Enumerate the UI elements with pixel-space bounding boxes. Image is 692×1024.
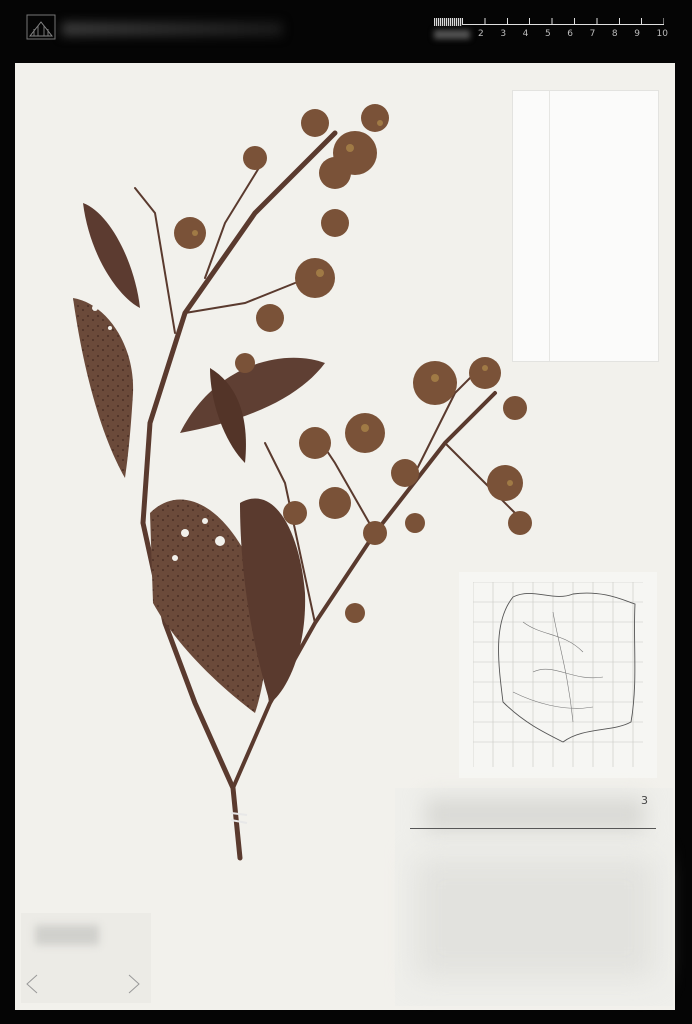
label-number: 3 bbox=[641, 794, 648, 807]
ruler-number: 4 bbox=[522, 29, 529, 39]
ruler-number: 10 bbox=[656, 29, 668, 39]
institution-logo-icon bbox=[26, 14, 56, 40]
scale-ruler bbox=[434, 14, 666, 44]
ruler-number: 9 bbox=[634, 29, 640, 39]
label-rule bbox=[410, 828, 656, 829]
herbarium-sheet bbox=[15, 63, 675, 1010]
envelope-fold bbox=[549, 91, 550, 361]
corner-marks bbox=[23, 971, 143, 997]
ruler-number: 3 bbox=[500, 29, 507, 39]
ruler-numbers bbox=[478, 29, 668, 39]
ruler-number: 5 bbox=[544, 29, 551, 39]
ruler-number: 2 bbox=[478, 29, 484, 39]
specimen-label bbox=[395, 788, 673, 1006]
distribution-map bbox=[473, 582, 643, 767]
blurred-header-text bbox=[62, 22, 282, 36]
distribution-map-card bbox=[459, 572, 657, 778]
ruler-number: 8 bbox=[611, 29, 618, 39]
barcode bbox=[35, 925, 99, 945]
ruler-ticks bbox=[462, 18, 664, 25]
blurred-label-details bbox=[415, 858, 655, 978]
blurred-label-text bbox=[425, 798, 645, 832]
ruler-number: 6 bbox=[567, 29, 573, 39]
specimen-envelope bbox=[512, 90, 659, 362]
ruler-number: 7 bbox=[589, 29, 596, 39]
ruler-bar bbox=[434, 18, 462, 26]
ruler-blur bbox=[434, 30, 470, 39]
